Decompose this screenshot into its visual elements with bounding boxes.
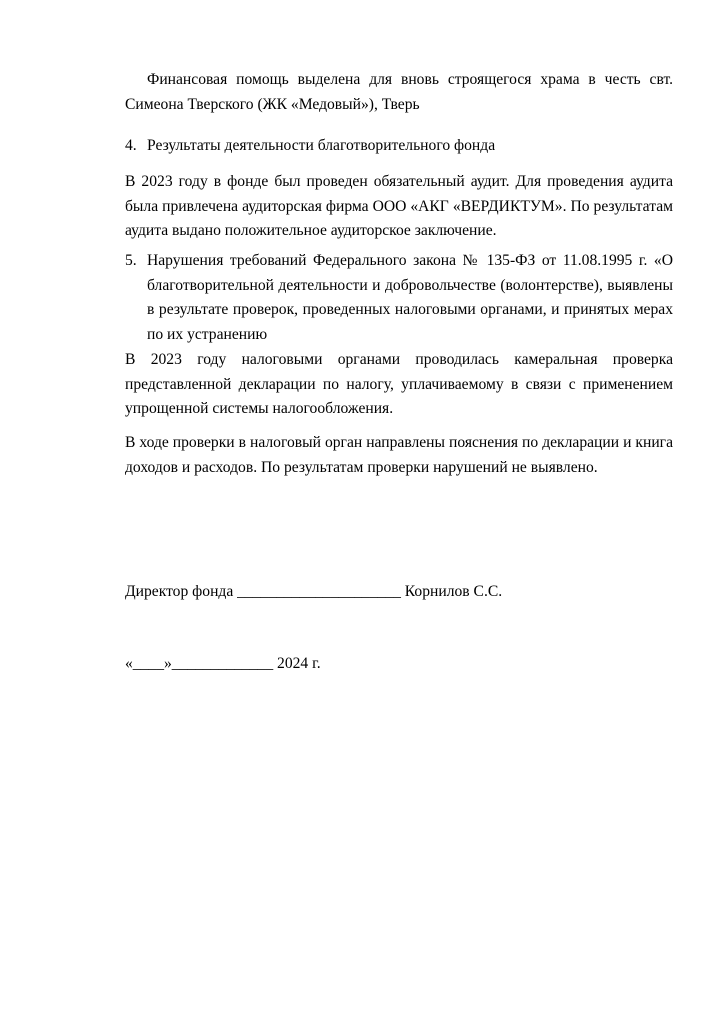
director-signature-line: Директор фонда _____________________ Корнилов С.С. <box>125 583 503 600</box>
section-5-title: Нарушения требований Федерального закона № 135-ФЗ от 11.08.1995 г. «О благотворительной деятельности и добровольчестве (волонтерстве), выявлены в результате проверок, проведенных налоговыми органами, и принятых мерах по их устранению <box>147 252 673 343</box>
section-4-paragraph: В 2023 году в фонде был проведен обязательный аудит. Для проведения аудита была привлечена аудиторская фирма ООО «АКГ «ВЕРДИКТУМ». По результатам аудита выдано положительное аудиторское заключение. <box>125 173 673 240</box>
intro-paragraph: Финансовая помощь выделена для вновь строящегося храма в честь свт. Симеона Тверского (ЖК «Медовый»), Тверь <box>125 71 673 113</box>
section-4-number: 4. <box>125 137 137 154</box>
section-4-title: Результаты деятельности благотворительного фонда <box>147 137 496 154</box>
section-5-heading <box>125 249 673 347</box>
section-4-heading <box>125 134 673 159</box>
section-5-paragraph-1: В 2023 году налоговыми органами проводилась камеральная проверка представленной декларации по налогу, уплачиваемому в связи с применением упрощенной системы налогообложения. <box>125 351 673 418</box>
section-5-paragraph-2: В ходе проверки в налоговый орган направлены пояснения по декларации и книга доходов и расходов. По результатам проверки нарушений не выявлено. <box>125 434 673 476</box>
section-5-number: 5. <box>125 252 137 269</box>
signature-date-line: «____»_____________ 2024 г. <box>125 655 321 672</box>
